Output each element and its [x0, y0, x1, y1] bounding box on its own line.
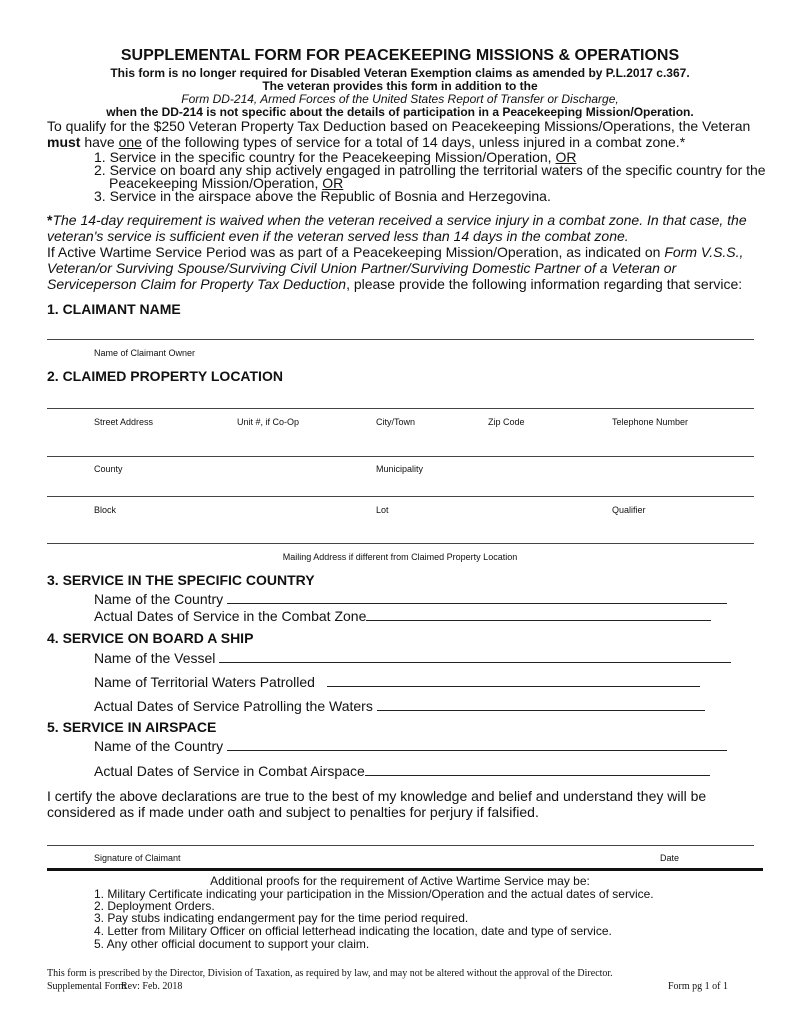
- proof-item: 3. Pay stubs indicating endangerment pay for the time period required.: [94, 911, 469, 925]
- intro-item-2-cont: Peacekeeping Mission/Operation, OR: [109, 175, 344, 191]
- footnote-line-1: *The 14-day requirement is waived when the veteran received a service injury in a combat zone. In that case, the: [47, 212, 747, 228]
- proof-item: 1. Military Certificate indicating your participation in the Mission/Operation and the actual dates of service.: [94, 887, 654, 901]
- header-line-2: The veteran provides this form in addition to the: [262, 79, 538, 93]
- airspace-country-field[interactable]: [227, 737, 727, 751]
- proof-item: 2. Deployment Orders.: [94, 899, 215, 913]
- combat-dates-field[interactable]: [366, 607, 711, 621]
- footnote-line-3: If Active Wartime Service Period was as part of a Peacekeeping Mission/Operation, as indicated on Form V.S.S.,: [47, 244, 744, 260]
- lot-label: Lot: [376, 505, 389, 515]
- intro-item-3: 3. Service in the airspace above the Republic of Bosnia and Herzegovina.: [94, 188, 551, 204]
- patrol-dates-field[interactable]: [377, 697, 705, 711]
- address-row-field[interactable]: [47, 408, 754, 409]
- country-name-field[interactable]: [227, 590, 727, 604]
- municipality-label: Municipality: [376, 464, 424, 474]
- airspace-dates-row: Actual Dates of Service in Combat Airspace: [94, 762, 710, 778]
- phone-label: Telephone Number: [612, 417, 689, 427]
- city-label: City/Town: [376, 417, 416, 427]
- qualifier-label: Qualifier: [612, 505, 646, 515]
- date-label: Date: [660, 853, 680, 863]
- mailing-address-label: Mailing Address if different from Claimed Property Location: [282, 552, 518, 562]
- section-ship-heading: 4. SERVICE ON BOARD A SHIP: [47, 630, 254, 646]
- footer-form-name: Supplemental Form: [47, 981, 127, 992]
- header-line-4: when the DD-214 is not specific about the details of participation in a Peacekeeping Mission/Operation.: [106, 105, 694, 119]
- section-property-heading: 2. CLAIMED PROPERTY LOCATION: [47, 368, 283, 384]
- signature-label: Signature of Claimant: [94, 853, 181, 863]
- intro-line-2: must have one of the following types of service for a total of 14 days, unless injured in a combat zone.*: [47, 134, 686, 150]
- intro-line-1: To qualify for the $250 Veteran Property Tax Deduction based on Peacekeeping Missions/Operations, the Veteran: [47, 118, 751, 134]
- divider: [47, 868, 763, 871]
- street-label: Street Address: [94, 417, 154, 427]
- airspace-dates-field[interactable]: [365, 762, 710, 776]
- county-row-field[interactable]: [47, 456, 754, 457]
- waters-field[interactable]: [327, 673, 700, 687]
- signature-field[interactable]: [47, 845, 754, 846]
- intro-item-1: 1. Service in the specific country for the Peacekeeping Mission/Operation, OR: [94, 149, 577, 165]
- block-row-field[interactable]: [47, 496, 754, 497]
- section-country-heading: 3. SERVICE IN THE SPECIFIC COUNTRY: [47, 572, 315, 588]
- combat-dates-row: Actual Dates of Service in the Combat Zone: [94, 607, 711, 623]
- footnote-line-2: veteran's service is sufficient even if the veteran served less than 14 days in the combat zone.: [47, 228, 629, 244]
- header-line-3: Form DD-214, Armed Forces of the United States Report of Transfer or Discharge,: [181, 92, 619, 106]
- section-claimant-heading: 1. CLAIMANT NAME: [47, 301, 181, 317]
- country-row: Name of the Country: [94, 590, 727, 606]
- footnote-line-4: Veteran/or Surviving Spouse/Surviving Civil Union Partner/Surviving Domestic Partner of a Veteran or: [47, 260, 677, 276]
- waters-row: Name of Territorial Waters Patrolled: [94, 673, 700, 689]
- footer-revision: Rev: Feb. 2018: [121, 981, 183, 992]
- intro-item-2: 2. Service on board any ship actively engaged in patrolling the territorial waters of the specific country for the: [94, 162, 766, 178]
- unit-label: Unit #, if Co-Op: [237, 417, 300, 427]
- mailing-address-field[interactable]: [47, 543, 754, 544]
- form-title: SUPPLEMENTAL FORM FOR PEACEKEEPING MISSIONS & OPERATIONS: [120, 47, 680, 64]
- proof-item: 5. Any other official document to support your claim.: [94, 937, 370, 951]
- footer-notice: This form is prescribed by the Director, Division of Taxation, as required by law, and may not be altered without the approval of the Director.: [47, 968, 613, 979]
- certify-line-1: I certify the above declarations are true to the best of my knowledge and belief and understand they will be: [47, 788, 707, 804]
- certify-line-2: considered as if made under oath and subject to penalties for perjury if falsified.: [47, 804, 539, 820]
- patrol-dates-row: Actual Dates of Service Patrolling the Waters: [94, 697, 705, 713]
- footer-page-number: Form pg 1 of 1: [668, 981, 728, 992]
- proofs-heading: Additional proofs for the requirement of Active Wartime Service may be:: [210, 874, 590, 888]
- claimant-name-label: Name of Claimant Owner: [94, 348, 196, 358]
- vessel-row: Name of the Vessel: [94, 649, 731, 665]
- zip-label: Zip Code: [488, 417, 525, 427]
- block-label: Block: [94, 505, 117, 515]
- footnote-line-5: Serviceperson Claim for Property Tax Deduction, please provide the following information regarding that service:: [47, 276, 743, 292]
- county-label: County: [94, 464, 123, 474]
- header-line-1: This form is no longer required for Disabled Veteran Exemption claims as amended by P.L.2017 c.367.: [110, 66, 690, 80]
- airspace-country-row: Name of the Country: [94, 737, 727, 753]
- section-airspace-heading: 5. SERVICE IN AIRSPACE: [47, 719, 217, 735]
- claimant-name-field[interactable]: [47, 339, 754, 340]
- vessel-name-field[interactable]: [219, 649, 731, 663]
- proof-item: 4. Letter from Military Officer on official letterhead indicating the location, date and type of service.: [94, 924, 612, 938]
